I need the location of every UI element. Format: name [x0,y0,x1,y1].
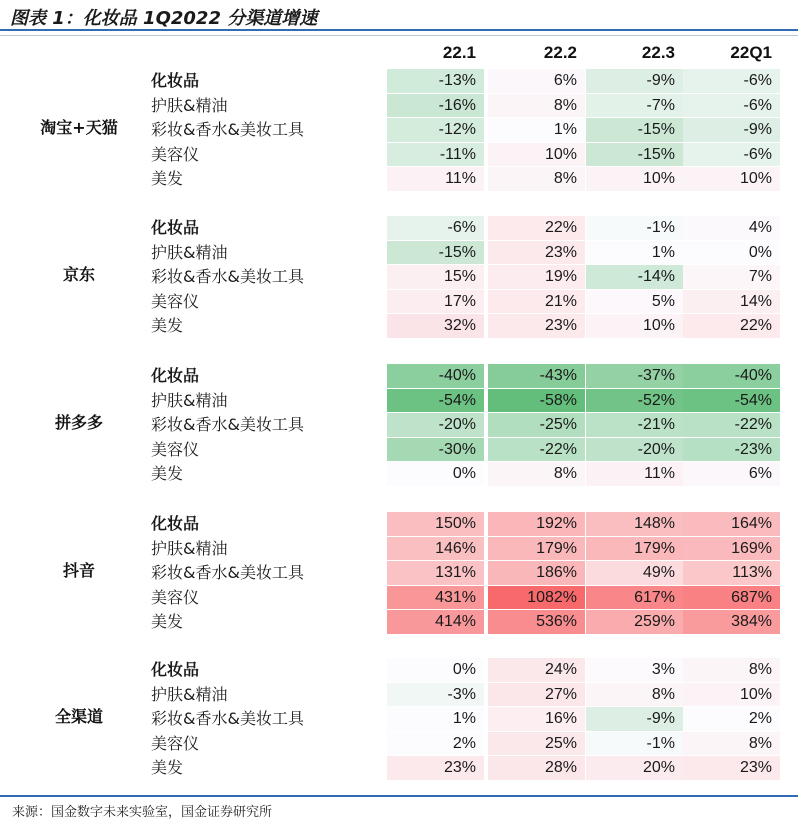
growth-value-cell: 3% [586,658,683,682]
growth-value-cell: 8% [488,94,585,118]
channel-label: 全渠道 [54,707,103,727]
growth-value-cell: 16% [488,707,585,731]
growth-value-cell: 1% [387,707,484,731]
growth-value-cell: 179% [586,537,683,561]
growth-value-cell: 146% [387,537,484,561]
category-label: 美发 [151,316,184,336]
growth-value-cell: -11% [387,143,484,167]
growth-value-cell: -15% [586,118,683,142]
channel-label: 拼多多 [54,413,103,433]
growth-value-cell: 17% [387,290,484,314]
growth-value-cell: 384% [683,610,780,634]
growth-value-cell: 23% [387,756,484,780]
growth-value-cell: 19% [488,265,585,289]
growth-value-cell: 164% [683,512,780,536]
growth-value-cell: -9% [683,118,780,142]
growth-value-cell: 10% [586,314,683,338]
growth-value-cell: 259% [586,610,683,634]
growth-value-cell: 1% [488,118,585,142]
category-label: 美发 [151,758,184,778]
category-label: 护肤&精油 [151,684,228,704]
column-header: 22.1 [442,43,476,62]
growth-value-cell: 131% [387,561,484,585]
category-label: 美发 [151,612,184,632]
growth-value-cell: -43% [488,364,585,388]
growth-value-cell: -7% [586,94,683,118]
growth-value-cell: -52% [586,389,683,413]
growth-value-cell: 11% [586,462,683,486]
growth-value-cell: 8% [683,732,780,756]
source-note: 来源：国金数字未来实验室，国金证券研究所 [12,805,273,820]
growth-value-cell: -40% [387,364,484,388]
category-label: 彩妆&香水&美妆工具 [151,709,304,729]
growth-value-cell: 10% [586,167,683,191]
growth-value-cell: 2% [683,707,780,731]
growth-value-cell: 14% [683,290,780,314]
category-label: 化妆品 [151,660,200,679]
chart-title: 图表 1：化妆品 1Q2022 分渠道增速 [10,8,318,29]
growth-value-cell: 1082% [488,586,585,610]
growth-value-cell: -25% [488,413,585,437]
growth-value-cell: -6% [683,143,780,167]
growth-value-cell: -20% [387,413,484,437]
growth-value-cell: 0% [387,462,484,486]
category-label: 化妆品 [151,71,200,90]
growth-value-cell: -9% [586,69,683,93]
growth-value-cell: 27% [488,683,585,707]
growth-value-cell: -6% [387,216,484,240]
growth-value-cell: -14% [586,265,683,289]
growth-value-cell: -9% [586,707,683,731]
category-label: 美容仪 [151,587,200,607]
channel-label: 抖音 [62,561,95,581]
growth-value-cell: -20% [586,438,683,462]
category-label: 美容仪 [151,733,200,753]
growth-value-cell: 11% [387,167,484,191]
growth-value-cell: 536% [488,610,585,634]
growth-value-cell: 687% [683,586,780,610]
growth-value-cell: -13% [387,69,484,93]
growth-value-cell: -23% [683,438,780,462]
column-header: 22.3 [641,43,675,62]
growth-value-cell: 49% [586,561,683,585]
growth-value-cell: -30% [387,438,484,462]
category-label: 美发 [151,169,184,189]
growth-value-cell: 150% [387,512,484,536]
growth-value-cell: -3% [387,683,484,707]
growth-value-cell: -54% [387,389,484,413]
growth-value-cell: 8% [488,167,585,191]
category-label: 彩妆&香水&美妆工具 [151,267,304,287]
growth-value-cell: 23% [488,241,585,265]
growth-value-cell: -21% [586,413,683,437]
growth-value-cell: -58% [488,389,585,413]
growth-value-cell: 179% [488,537,585,561]
growth-value-cell: 431% [387,586,484,610]
growth-value-cell: 169% [683,537,780,561]
growth-value-cell: -22% [683,413,780,437]
channel-label: 京东 [62,265,95,285]
growth-value-cell: 8% [683,658,780,682]
growth-value-cell: 22% [488,216,585,240]
category-label: 护肤&精油 [151,390,228,410]
category-label: 护肤&精油 [151,538,228,558]
category-label: 美发 [151,464,184,484]
growth-value-cell: 0% [387,658,484,682]
growth-value-cell: 8% [488,462,585,486]
growth-value-cell: 5% [586,290,683,314]
growth-value-cell: -15% [586,143,683,167]
category-label: 化妆品 [151,366,200,385]
growth-value-cell: -15% [387,241,484,265]
growth-value-cell: 15% [387,265,484,289]
category-label: 美容仪 [151,144,200,164]
category-label: 护肤&精油 [151,242,228,262]
growth-value-cell: 113% [683,561,780,585]
title-bar [0,0,798,31]
category-label: 彩妆&香水&美妆工具 [151,415,304,435]
growth-value-cell: 1% [586,241,683,265]
growth-value-cell: 24% [488,658,585,682]
growth-value-cell: 414% [387,610,484,634]
growth-value-cell: -37% [586,364,683,388]
category-label: 彩妆&香水&美妆工具 [151,120,304,140]
growth-value-cell: 186% [488,561,585,585]
growth-value-cell: -22% [488,438,585,462]
growth-value-cell: 192% [488,512,585,536]
growth-value-cell: 22% [683,314,780,338]
footer-divider [0,795,798,797]
growth-value-cell: -12% [387,118,484,142]
category-label: 化妆品 [151,218,200,237]
growth-value-cell: -6% [683,69,780,93]
growth-value-cell: 28% [488,756,585,780]
growth-value-cell: 0% [683,241,780,265]
category-label: 美容仪 [151,439,200,459]
category-label: 护肤&精油 [151,95,228,115]
growth-value-cell: 23% [488,314,585,338]
growth-value-cell: 617% [586,586,683,610]
category-label: 彩妆&香水&美妆工具 [151,563,304,583]
column-header: 22.2 [543,43,577,62]
growth-value-cell: 25% [488,732,585,756]
channel-label: 淘宝+天猫 [40,118,118,138]
growth-value-cell: 7% [683,265,780,289]
growth-value-cell: 10% [488,143,585,167]
growth-value-cell: 20% [586,756,683,780]
growth-value-cell: 4% [683,216,780,240]
growth-value-cell: 32% [387,314,484,338]
growth-value-cell: 2% [387,732,484,756]
growth-value-cell: -1% [586,216,683,240]
growth-value-cell: 21% [488,290,585,314]
growth-value-cell: 8% [586,683,683,707]
growth-value-cell: 148% [586,512,683,536]
growth-value-cell: -1% [586,732,683,756]
growth-value-cell: -40% [683,364,780,388]
growth-value-cell: 6% [683,462,780,486]
category-label: 化妆品 [151,514,200,533]
growth-value-cell: 23% [683,756,780,780]
growth-value-cell: 6% [488,69,585,93]
growth-value-cell: 10% [683,683,780,707]
growth-value-cell: -54% [683,389,780,413]
header-divider [0,35,798,36]
growth-value-cell: 10% [683,167,780,191]
column-header: 22Q1 [730,43,772,62]
growth-value-cell: -16% [387,94,484,118]
category-label: 美容仪 [151,291,200,311]
growth-value-cell: -6% [683,94,780,118]
